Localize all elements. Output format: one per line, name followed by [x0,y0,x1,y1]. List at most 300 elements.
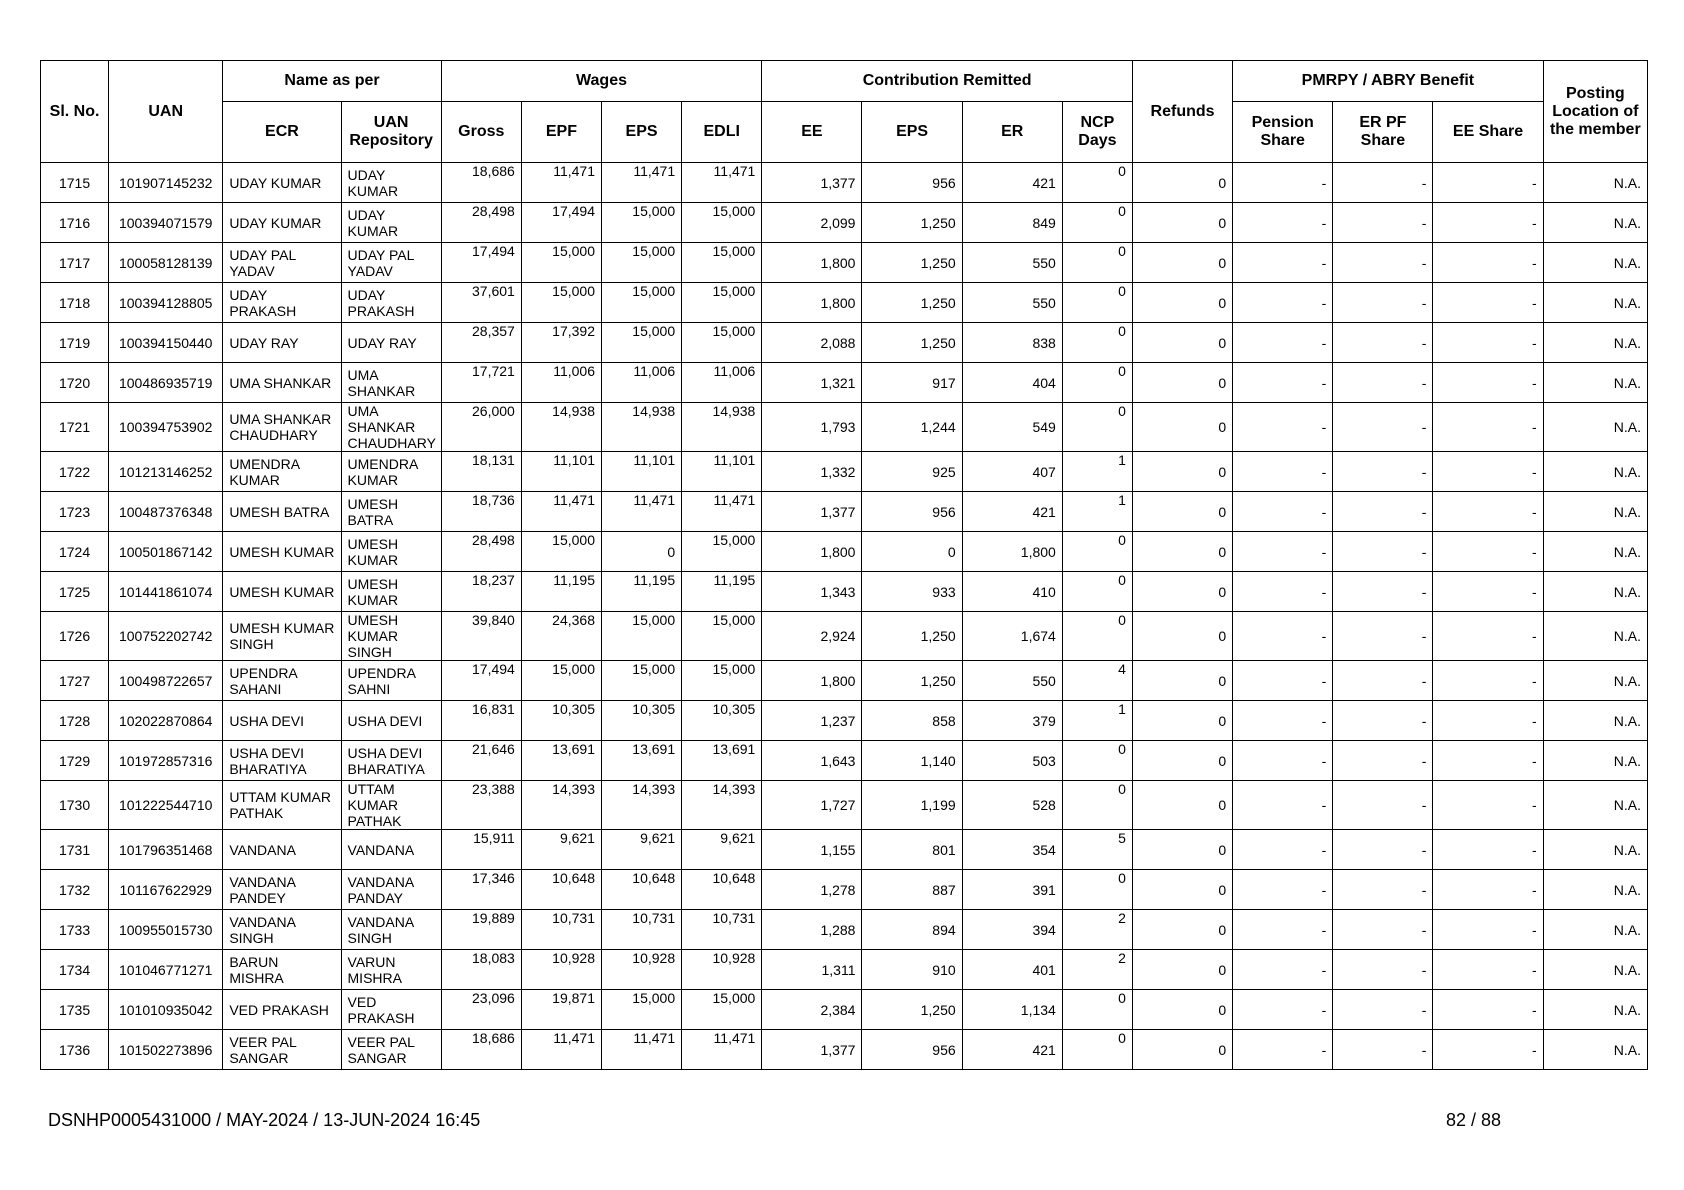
table-row [41,452,1648,492]
cell-ncp-days: 0 [1062,323,1132,363]
cell-er-pf-share: - [1333,283,1433,323]
cell-gross: 16,831 [441,701,521,741]
cell-wages-eps: 13,691 [601,741,681,781]
cell-contribution-eps: 1,250 [862,661,962,701]
cell-contribution-eps: 1,250 [862,283,962,323]
cell-gross: 17,346 [441,870,521,910]
table-row [41,612,1648,661]
cell-ee-share: - [1433,950,1543,990]
cell-ecr-name: UDAY KUMAR [223,203,341,243]
cell-uan: 101167622929 [109,870,223,910]
cell-uan: 100501867142 [109,532,223,572]
cell-wages-eps: 9,621 [601,830,681,870]
cell-ecr-name: UMA SHANKAR CHAUDHARY [223,403,341,452]
cell-ee: 2,088 [762,323,862,363]
cell-uan: 101010935042 [109,990,223,1030]
cell-edli: 15,000 [682,203,762,243]
cell-uan-repository-name: UMESH KUMAR [341,572,441,612]
cell-ee: 2,924 [762,612,862,661]
cell-ecr-name: VED PRAKASH [223,990,341,1030]
cell-ee-share: - [1433,323,1543,363]
cell-epf: 15,000 [521,661,601,701]
col-ncp-days: NCP Days [1062,102,1132,163]
cell-ncp-days: 2 [1062,910,1132,950]
cell-uan-repository-name: UMESH KUMAR [341,532,441,572]
cell-gross: 19,889 [441,910,521,950]
cell-er: 550 [962,243,1062,283]
cell-sl-no: 1732 [41,870,109,910]
cell-er: 407 [962,452,1062,492]
cell-pension-share: - [1233,990,1333,1030]
cell-ee-share: - [1433,163,1543,203]
cell-refunds: 0 [1132,701,1232,741]
cell-ncp-days: 0 [1062,781,1132,830]
cell-refunds: 0 [1132,910,1232,950]
cell-er: 838 [962,323,1062,363]
cell-edli: 15,000 [682,612,762,661]
cell-edli: 9,621 [682,830,762,870]
cell-uan: 101213146252 [109,452,223,492]
cell-ncp-days: 0 [1062,572,1132,612]
cell-ee: 2,384 [762,990,862,1030]
cell-sl-no: 1728 [41,701,109,741]
cell-refunds: 0 [1132,1030,1232,1070]
cell-ee: 1,343 [762,572,862,612]
cell-contribution-eps: 910 [862,950,962,990]
cell-gross: 17,494 [441,243,521,283]
cell-uan-repository-name: UDAY KUMAR [341,203,441,243]
cell-pension-share: - [1233,661,1333,701]
cell-ecr-name: USHA DEVI [223,701,341,741]
cell-wages-eps: 11,006 [601,363,681,403]
cell-uan: 100486935719 [109,363,223,403]
cell-epf: 10,305 [521,701,601,741]
cell-posting-location: N.A. [1543,492,1647,532]
cell-pension-share: - [1233,830,1333,870]
cell-er: 421 [962,492,1062,532]
cell-uan-repository-name: UDAY PRAKASH [341,283,441,323]
cell-ecr-name: UTTAM KUMAR PATHAK [223,781,341,830]
cell-edli: 10,648 [682,870,762,910]
cell-ee-share: - [1433,741,1543,781]
cell-gross: 21,646 [441,741,521,781]
cell-contribution-eps: 956 [862,492,962,532]
cell-er: 849 [962,203,1062,243]
cell-pension-share: - [1233,363,1333,403]
cell-uan-repository-name: VANDANA [341,830,441,870]
cell-uan-repository-name: UMA SHANKAR [341,363,441,403]
table-body [41,163,1648,1070]
cell-gross: 18,237 [441,572,521,612]
cell-epf: 10,928 [521,950,601,990]
cell-epf: 24,368 [521,612,601,661]
cell-posting-location: N.A. [1543,363,1647,403]
cell-edli: 15,000 [682,532,762,572]
cell-edli: 11,471 [682,492,762,532]
cell-sl-no: 1719 [41,323,109,363]
cell-er: 401 [962,950,1062,990]
cell-er: 404 [962,363,1062,403]
col-ee: EE [762,102,862,163]
cell-wages-eps: 0 [601,532,681,572]
cell-uan-repository-name: VANDANA PANDAY [341,870,441,910]
cell-contribution-eps: 801 [862,830,962,870]
group-wages: Wages [441,61,762,102]
cell-refunds: 0 [1132,661,1232,701]
group-pmrpy-abry: PMRPY / ABRY Benefit [1233,61,1544,102]
cell-uan-repository-name: VARUN MISHRA [341,950,441,990]
document-reference: DSNHP0005431000 / MAY-2024 / 13-JUN-2024 16:45 [48,1110,481,1130]
cell-ecr-name: UDAY PAL YADAV [223,243,341,283]
cell-er: 379 [962,701,1062,741]
cell-posting-location: N.A. [1543,830,1647,870]
table-row [41,661,1648,701]
cell-ee-share: - [1433,492,1543,532]
cell-refunds: 0 [1132,532,1232,572]
cell-refunds: 0 [1132,781,1232,830]
cell-pension-share: - [1233,283,1333,323]
cell-ncp-days: 0 [1062,1030,1132,1070]
cell-epf: 10,731 [521,910,601,950]
cell-uan-repository-name: VEER PAL SANGAR [341,1030,441,1070]
cell-uan: 101796351468 [109,830,223,870]
cell-er: 1,800 [962,532,1062,572]
cell-uan: 100498722657 [109,661,223,701]
cell-edli: 11,006 [682,363,762,403]
cell-contribution-eps: 887 [862,870,962,910]
cell-ecr-name: VANDANA [223,830,341,870]
cell-sl-no: 1721 [41,403,109,452]
cell-epf: 19,871 [521,990,601,1030]
group-contribution-remitted: Contribution Remitted [762,61,1133,102]
cell-er-pf-share: - [1333,701,1433,741]
cell-ee-share: - [1433,910,1543,950]
cell-contribution-eps: 1,250 [862,243,962,283]
cell-epf: 11,101 [521,452,601,492]
table-row [41,701,1648,741]
cell-contribution-eps: 956 [862,1030,962,1070]
table-row [41,283,1648,323]
col-ecr: ECR [223,102,341,163]
cell-wages-eps: 15,000 [601,661,681,701]
cell-wages-eps: 15,000 [601,612,681,661]
cell-pension-share: - [1233,203,1333,243]
cell-refunds: 0 [1132,830,1232,870]
cell-epf: 11,471 [521,492,601,532]
cell-ecr-name: USHA DEVI BHARATIYA [223,741,341,781]
cell-ee-share: - [1433,403,1543,452]
cell-er: 503 [962,741,1062,781]
cell-gross: 18,686 [441,1030,521,1070]
cell-sl-no: 1731 [41,830,109,870]
cell-ncp-days: 0 [1062,243,1132,283]
cell-ee-share: - [1433,661,1543,701]
cell-edli: 11,195 [682,572,762,612]
cell-epf: 17,392 [521,323,601,363]
table-row [41,403,1648,452]
table-header [41,61,1648,163]
cell-ee-share: - [1433,781,1543,830]
cell-ncp-days: 0 [1062,163,1132,203]
cell-ecr-name: UMESH KUMAR SINGH [223,612,341,661]
cell-refunds: 0 [1132,572,1232,612]
cell-gross: 18,131 [441,452,521,492]
cell-contribution-eps: 0 [862,532,962,572]
cell-ee: 1,321 [762,363,862,403]
cell-sl-no: 1716 [41,203,109,243]
cell-ecr-name: VEER PAL SANGAR [223,1030,341,1070]
cell-wages-eps: 15,000 [601,243,681,283]
cell-er-pf-share: - [1333,1030,1433,1070]
cell-gross: 26,000 [441,403,521,452]
cell-gross: 28,498 [441,532,521,572]
cell-posting-location: N.A. [1543,403,1647,452]
table-row [41,950,1648,990]
table-row [41,990,1648,1030]
cell-wages-eps: 15,000 [601,283,681,323]
cell-edli: 14,938 [682,403,762,452]
table-row [41,741,1648,781]
cell-gross: 23,388 [441,781,521,830]
cell-ee: 1,800 [762,661,862,701]
cell-refunds: 0 [1132,990,1232,1030]
cell-posting-location: N.A. [1543,910,1647,950]
col-edli: EDLI [682,102,762,163]
cell-posting-location: N.A. [1543,452,1647,492]
cell-pension-share: - [1233,532,1333,572]
cell-uan: 100752202742 [109,612,223,661]
cell-posting-location: N.A. [1543,990,1647,1030]
cell-gross: 28,498 [441,203,521,243]
cell-ncp-days: 0 [1062,870,1132,910]
cell-ecr-name: UDAY RAY [223,323,341,363]
table-row [41,572,1648,612]
cell-edli: 11,471 [682,163,762,203]
cell-wages-eps: 10,305 [601,701,681,741]
cell-ee: 1,727 [762,781,862,830]
cell-epf: 13,691 [521,741,601,781]
cell-uan: 101441861074 [109,572,223,612]
cell-er: 550 [962,283,1062,323]
cell-epf: 14,393 [521,781,601,830]
cell-ncp-days: 5 [1062,830,1132,870]
cell-edli: 11,101 [682,452,762,492]
cell-er-pf-share: - [1333,781,1433,830]
cell-ee: 1,155 [762,830,862,870]
cell-uan: 101222544710 [109,781,223,830]
cell-er-pf-share: - [1333,830,1433,870]
cell-wages-eps: 11,195 [601,572,681,612]
cell-uan-repository-name: UMESH KUMAR SINGH [341,612,441,661]
cell-epf: 15,000 [521,532,601,572]
table-row [41,781,1648,830]
page-number: 82 / 88 [1446,1110,1502,1130]
cell-contribution-eps: 858 [862,701,962,741]
cell-wages-eps: 14,938 [601,403,681,452]
col-posting-location: Posting Location of the member [1543,61,1647,163]
col-refunds: Refunds [1132,61,1232,163]
cell-ee: 1,332 [762,452,862,492]
cell-posting-location: N.A. [1543,781,1647,830]
cell-er-pf-share: - [1333,163,1433,203]
cell-sl-no: 1734 [41,950,109,990]
cell-pension-share: - [1233,741,1333,781]
cell-er: 1,134 [962,990,1062,1030]
cell-uan-repository-name: UTTAM KUMAR PATHAK [341,781,441,830]
cell-ncp-days: 0 [1062,403,1132,452]
cell-epf: 14,938 [521,403,601,452]
cell-ee: 1,643 [762,741,862,781]
cell-er-pf-share: - [1333,492,1433,532]
cell-epf: 15,000 [521,243,601,283]
cell-pension-share: - [1233,323,1333,363]
cell-epf: 11,006 [521,363,601,403]
cell-uan: 101046771271 [109,950,223,990]
cell-er-pf-share: - [1333,950,1433,990]
cell-edli: 11,471 [682,1030,762,1070]
cell-uan-repository-name: UMESH BATRA [341,492,441,532]
cell-ee: 1,377 [762,163,862,203]
cell-er-pf-share: - [1333,990,1433,1030]
cell-gross: 15,911 [441,830,521,870]
cell-ncp-days: 1 [1062,701,1132,741]
cell-refunds: 0 [1132,323,1232,363]
cell-ncp-days: 0 [1062,363,1132,403]
table-row [41,492,1648,532]
table-row [41,163,1648,203]
cell-edli: 10,928 [682,950,762,990]
cell-ecr-name: BARUN MISHRA [223,950,341,990]
cell-ncp-days: 0 [1062,990,1132,1030]
cell-posting-location: N.A. [1543,532,1647,572]
cell-edli: 15,000 [682,283,762,323]
cell-pension-share: - [1233,403,1333,452]
cell-contribution-eps: 956 [862,163,962,203]
cell-er: 391 [962,870,1062,910]
cell-contribution-eps: 1,250 [862,203,962,243]
cell-uan: 100955015730 [109,910,223,950]
cell-edli: 15,000 [682,243,762,283]
cell-wages-eps: 15,000 [601,323,681,363]
col-uan: UAN [109,61,223,163]
cell-pension-share: - [1233,1030,1333,1070]
cell-er-pf-share: - [1333,452,1433,492]
cell-contribution-eps: 933 [862,572,962,612]
cell-ncp-days: 1 [1062,452,1132,492]
cell-pension-share: - [1233,781,1333,830]
table-row [41,1030,1648,1070]
cell-er: 394 [962,910,1062,950]
table-row [41,243,1648,283]
col-er: ER [962,102,1062,163]
cell-uan-repository-name: UDAY PAL YADAV [341,243,441,283]
cell-uan: 100394150440 [109,323,223,363]
cell-ncp-days: 2 [1062,950,1132,990]
cell-sl-no: 1727 [41,661,109,701]
cell-er: 1,674 [962,612,1062,661]
cell-edli: 15,000 [682,323,762,363]
cell-ee-share: - [1433,452,1543,492]
cell-posting-location: N.A. [1543,741,1647,781]
col-gross: Gross [441,102,521,163]
cell-contribution-eps: 1,250 [862,612,962,661]
col-sl-no: Sl. No. [41,61,109,163]
cell-posting-location: N.A. [1543,283,1647,323]
cell-gross: 23,096 [441,990,521,1030]
cell-pension-share: - [1233,243,1333,283]
cell-contribution-eps: 925 [862,452,962,492]
cell-ee: 1,800 [762,283,862,323]
cell-refunds: 0 [1132,363,1232,403]
cell-sl-no: 1718 [41,283,109,323]
table-row [41,830,1648,870]
cell-er: 550 [962,661,1062,701]
cell-ee-share: - [1433,612,1543,661]
cell-er-pf-share: - [1333,612,1433,661]
cell-sl-no: 1720 [41,363,109,403]
cell-sl-no: 1726 [41,612,109,661]
cell-uan-repository-name: USHA DEVI BHARATIYA [341,741,441,781]
cell-contribution-eps: 1,244 [862,403,962,452]
cell-pension-share: - [1233,950,1333,990]
col-uan-repository: UAN Repository [341,102,441,163]
cell-pension-share: - [1233,910,1333,950]
cell-ee-share: - [1433,283,1543,323]
cell-uan: 100394128805 [109,283,223,323]
cell-ecr-name: UMESH KUMAR [223,572,341,612]
cell-ee: 1,800 [762,243,862,283]
cell-er: 421 [962,1030,1062,1070]
cell-uan: 101972857316 [109,741,223,781]
cell-edli: 13,691 [682,741,762,781]
cell-ee-share: - [1433,830,1543,870]
cell-contribution-eps: 894 [862,910,962,950]
cell-refunds: 0 [1132,203,1232,243]
cell-er-pf-share: - [1333,741,1433,781]
cell-wages-eps: 14,393 [601,781,681,830]
cell-posting-location: N.A. [1543,612,1647,661]
cell-posting-location: N.A. [1543,950,1647,990]
table-row [41,910,1648,950]
table-row [41,203,1648,243]
cell-uan-repository-name: VED PRAKASH [341,990,441,1030]
cell-ecr-name: UDAY KUMAR [223,163,341,203]
cell-uan: 102022870864 [109,701,223,741]
col-ee-share: EE Share [1433,102,1543,163]
cell-ncp-days: 0 [1062,203,1132,243]
cell-ee-share: - [1433,532,1543,572]
cell-ncp-days: 0 [1062,532,1132,572]
cell-contribution-eps: 1,250 [862,323,962,363]
cell-er-pf-share: - [1333,532,1433,572]
cell-ee: 1,800 [762,532,862,572]
table-row [41,870,1648,910]
col-er-pf-share: ER PF Share [1333,102,1433,163]
cell-uan-repository-name: VANDANA SINGH [341,910,441,950]
cell-uan-repository-name: UDAY RAY [341,323,441,363]
cell-er-pf-share: - [1333,323,1433,363]
cell-refunds: 0 [1132,403,1232,452]
cell-posting-location: N.A. [1543,243,1647,283]
contribution-table [40,60,1648,1070]
cell-er-pf-share: - [1333,363,1433,403]
cell-ecr-name: UMESH BATRA [223,492,341,532]
cell-sl-no: 1717 [41,243,109,283]
cell-uan-repository-name: UDAY KUMAR [341,163,441,203]
cell-posting-location: N.A. [1543,661,1647,701]
cell-uan: 100058128139 [109,243,223,283]
cell-refunds: 0 [1132,492,1232,532]
